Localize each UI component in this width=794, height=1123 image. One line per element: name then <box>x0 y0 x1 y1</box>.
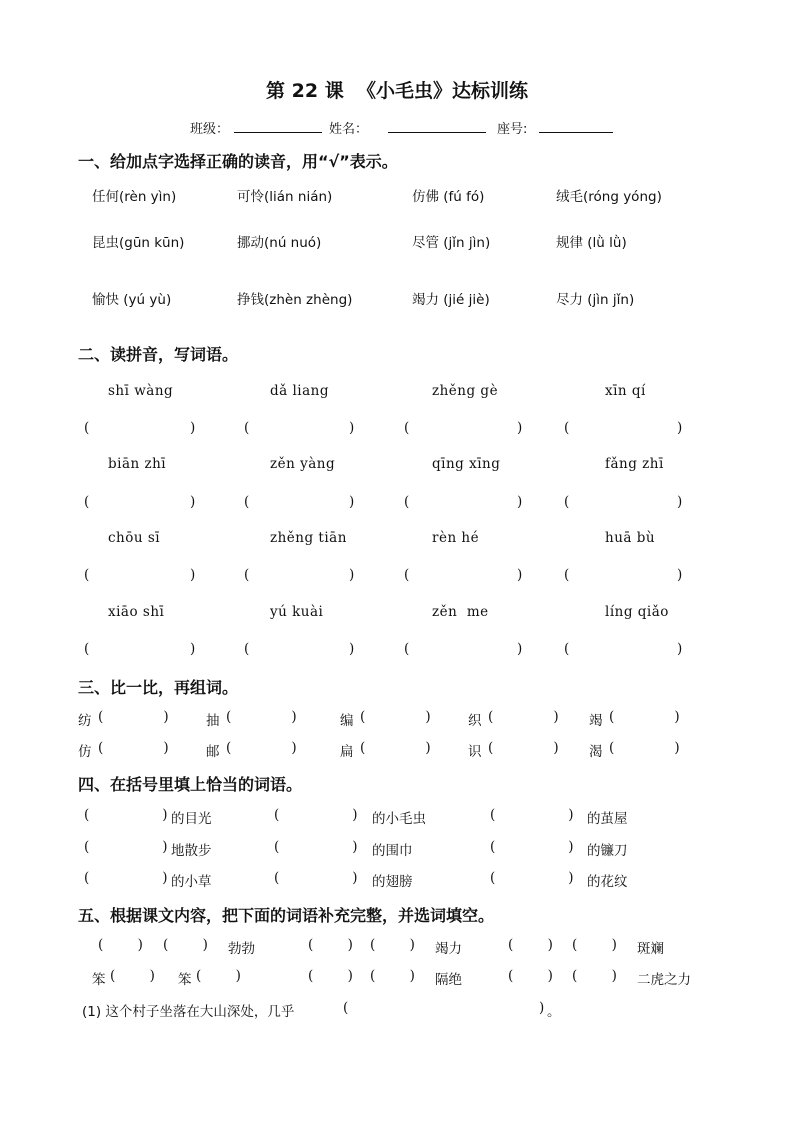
phrase-suffix: 的小草 <box>171 874 212 890</box>
blank-paren[interactable]: ( ) <box>572 937 617 953</box>
phrase-suffix: 的翅膀 <box>372 874 413 890</box>
answer-paren-open[interactable]: ( <box>84 567 90 583</box>
phrase-suffix: 的镰刀 <box>587 843 628 859</box>
idiom-fragment: 二虎之力 <box>637 972 691 988</box>
class-field[interactable] <box>234 118 322 133</box>
word-blank[interactable]: ( ) <box>490 870 574 886</box>
blank-paren[interactable]: ( ) <box>370 937 415 953</box>
answer-paren-open[interactable]: ( <box>84 420 90 436</box>
compare-character: 纺 <box>78 713 92 729</box>
word-blank[interactable]: ( ) <box>490 839 574 855</box>
answer-paren-open[interactable]: ( <box>564 494 570 510</box>
compare-character: 渴 <box>589 744 603 760</box>
compare-character: 扁 <box>340 744 354 760</box>
answer-paren-open[interactable]: ( <box>244 420 250 436</box>
pinyin-choice[interactable]: 竭力 (jié jiè) <box>412 292 490 308</box>
answer-paren-open[interactable]: ( <box>564 567 570 583</box>
answer-paren-open[interactable]: ( <box>404 567 410 583</box>
idiom-fragment: 隔绝 <box>435 972 462 988</box>
pinyin-prompt: shī wàng <box>108 383 174 399</box>
phrase-suffix: 的小毛虫 <box>372 811 426 827</box>
answer-paren-close[interactable]: ) <box>190 494 196 510</box>
blank-paren[interactable]: ( ) <box>98 937 143 953</box>
section3-heading: 三、比一比，再组词。 <box>78 678 239 697</box>
pinyin-prompt: biān zhī <box>108 456 167 472</box>
pinyin-choice[interactable]: 尽力 (jìn jǐn) <box>556 292 635 308</box>
answer-paren-close[interactable]: ) <box>349 567 355 583</box>
pinyin-choice[interactable]: 挣钱(zhèn zhèng) <box>237 292 353 308</box>
idiom-fragment: 笨 <box>178 972 192 988</box>
fill-sentence: (1) 这个村子坐落在大山深处，几乎 <box>82 1004 295 1020</box>
word-blank[interactable]: ( ) <box>274 807 358 823</box>
blank-paren[interactable]: ( ) <box>196 968 241 984</box>
pinyin-prompt: xīn qí <box>605 383 646 399</box>
blank-paren[interactable]: ( ) <box>508 937 553 953</box>
pinyin-prompt: zěn yàng <box>270 456 336 472</box>
seat-field[interactable] <box>539 118 613 133</box>
section5-heading: 五、根据课文内容，把下面的词语补充完整，并选词填空。 <box>78 906 495 925</box>
answer-paren-close[interactable]: ) <box>677 567 683 583</box>
answer-paren-open[interactable]: ( <box>404 494 410 510</box>
answer-paren-close[interactable]: ) <box>190 420 196 436</box>
section4-heading: 四、在括号里填上恰当的词语。 <box>78 775 303 794</box>
word-blank[interactable]: ( ) <box>84 870 168 886</box>
pinyin-choice[interactable]: 绒毛(róng yóng) <box>556 189 662 205</box>
blank-paren[interactable]: ( ) <box>163 937 208 953</box>
answer-paren-close[interactable]: ) <box>517 494 523 510</box>
answer-paren-open[interactable]: ( <box>244 567 250 583</box>
compare-character: 仿 <box>78 744 92 760</box>
pinyin-prompt: qīng xīng <box>432 456 501 472</box>
blank-paren[interactable]: ( ) <box>308 968 353 984</box>
idiom-fragment: 竭力 <box>435 941 462 957</box>
sentence-end: 。 <box>547 1004 561 1020</box>
pinyin-prompt: yú kuài <box>270 604 324 620</box>
compare-character: 竭 <box>589 713 603 729</box>
compare-character: 抽 <box>206 713 220 729</box>
name-field[interactable] <box>388 118 486 133</box>
answer-paren-open[interactable]: ( <box>564 641 570 657</box>
pinyin-prompt: dǎ liang <box>270 383 330 399</box>
word-blank[interactable]: ( ) <box>84 839 168 855</box>
blank-paren[interactable]: ( ) <box>572 968 617 984</box>
word-blank[interactable]: ( ) <box>609 709 680 725</box>
phrase-suffix: 地散步 <box>171 843 212 859</box>
word-blank[interactable]: ( ) <box>488 740 559 756</box>
word-blank[interactable]: ( ) <box>226 740 297 756</box>
answer-paren-close[interactable]: ) <box>349 420 355 436</box>
answer-paren-open[interactable]: ( <box>564 420 570 436</box>
answer-paren-open[interactable]: ( <box>84 494 90 510</box>
word-blank[interactable]: ( ) <box>84 807 168 823</box>
pinyin-choice[interactable]: 愉快 (yú yù) <box>92 292 172 308</box>
word-blank[interactable]: ( ) <box>490 807 574 823</box>
word-blank[interactable]: ( ) <box>360 740 431 756</box>
answer-paren-close[interactable]: ) <box>677 420 683 436</box>
blank-paren[interactable]: ( ) <box>110 968 155 984</box>
word-blank[interactable]: ( ) <box>274 870 358 886</box>
phrase-suffix: 的茧屋 <box>587 811 628 827</box>
answer-paren-close[interactable]: ) <box>349 494 355 510</box>
phrase-suffix: 的目光 <box>171 811 212 827</box>
section2-heading: 二、读拼音，写词语。 <box>78 345 239 364</box>
idiom-fragment: 斑斓 <box>637 941 664 957</box>
word-blank[interactable]: ( ) <box>98 740 169 756</box>
section1-heading: 一、给加点字选择正确的读音，用“√”表示。 <box>78 152 398 171</box>
word-blank[interactable]: ( ) <box>226 709 297 725</box>
answer-paren-close[interactable]: ) <box>677 641 683 657</box>
page-title: 第 22 课 《小毛虫》达标训练 <box>266 80 528 102</box>
pinyin-choice[interactable]: 仿佛 (fú fó) <box>412 189 485 205</box>
pinyin-prompt: rèn hé <box>432 530 480 546</box>
word-blank[interactable]: ( ) <box>488 709 559 725</box>
name-label: 姓名： <box>329 122 369 137</box>
blank-paren[interactable]: ( ) <box>308 937 353 953</box>
word-blank[interactable]: ( ) <box>360 709 431 725</box>
blank-paren[interactable]: ) <box>539 1000 545 1016</box>
idiom-fragment: 笨 <box>92 972 106 988</box>
answer-paren-open[interactable]: ( <box>404 641 410 657</box>
compare-character: 编 <box>340 713 354 729</box>
compare-character: 识 <box>468 744 482 760</box>
blank-paren[interactable]: ( ) <box>508 968 553 984</box>
pinyin-choice[interactable]: 任何(rèn yìn) <box>92 189 177 205</box>
answer-paren-open[interactable]: ( <box>84 641 90 657</box>
answer-paren-close[interactable]: ) <box>190 641 196 657</box>
answer-paren-close[interactable]: ) <box>190 567 196 583</box>
pinyin-prompt: zhěng tiān <box>270 530 347 546</box>
seat-label: 座号: <box>497 122 528 137</box>
pinyin-choice[interactable]: 规律 (lǜ lǜ) <box>556 235 627 251</box>
class-label: 班级： <box>190 122 230 137</box>
compare-character: 邮 <box>206 744 220 760</box>
answer-paren-close[interactable]: ) <box>517 641 523 657</box>
word-blank[interactable]: ( ) <box>274 839 358 855</box>
pinyin-choice[interactable]: 昆虫(gūn kūn) <box>92 235 185 251</box>
answer-paren-open[interactable]: ( <box>244 494 250 510</box>
answer-paren-close[interactable]: ) <box>677 494 683 510</box>
answer-paren-close[interactable]: ) <box>517 567 523 583</box>
phrase-suffix: 的围巾 <box>372 843 413 859</box>
pinyin-choice[interactable]: 挪动(nú nuó) <box>237 235 322 251</box>
idiom-fragment: 勃勃 <box>228 941 255 957</box>
phrase-suffix: 的花纹 <box>587 874 628 890</box>
pinyin-prompt: fǎng zhī <box>605 456 664 472</box>
answer-paren-close[interactable]: ) <box>349 641 355 657</box>
answer-paren-close[interactable]: ) <box>517 420 523 436</box>
pinyin-prompt: zěn me <box>432 604 489 620</box>
pinyin-prompt: líng qiǎo <box>605 604 669 620</box>
pinyin-choice[interactable]: 尽管 (jǐn jìn) <box>412 235 491 251</box>
pinyin-prompt: xiāo shī <box>108 604 165 620</box>
blank-paren[interactable]: ( <box>343 1000 349 1016</box>
word-blank[interactable]: ( ) <box>98 709 169 725</box>
answer-paren-open[interactable]: ( <box>244 641 250 657</box>
answer-paren-open[interactable]: ( <box>404 420 410 436</box>
pinyin-prompt: chōu sī <box>108 530 161 546</box>
pinyin-choice[interactable]: 可怜(lián nián) <box>237 189 333 205</box>
compare-character: 织 <box>468 713 482 729</box>
pinyin-prompt: huā bù <box>605 530 656 546</box>
blank-paren[interactable]: ( ) <box>370 968 415 984</box>
pinyin-prompt: zhěng gè <box>432 383 499 399</box>
word-blank[interactable]: ( ) <box>609 740 680 756</box>
